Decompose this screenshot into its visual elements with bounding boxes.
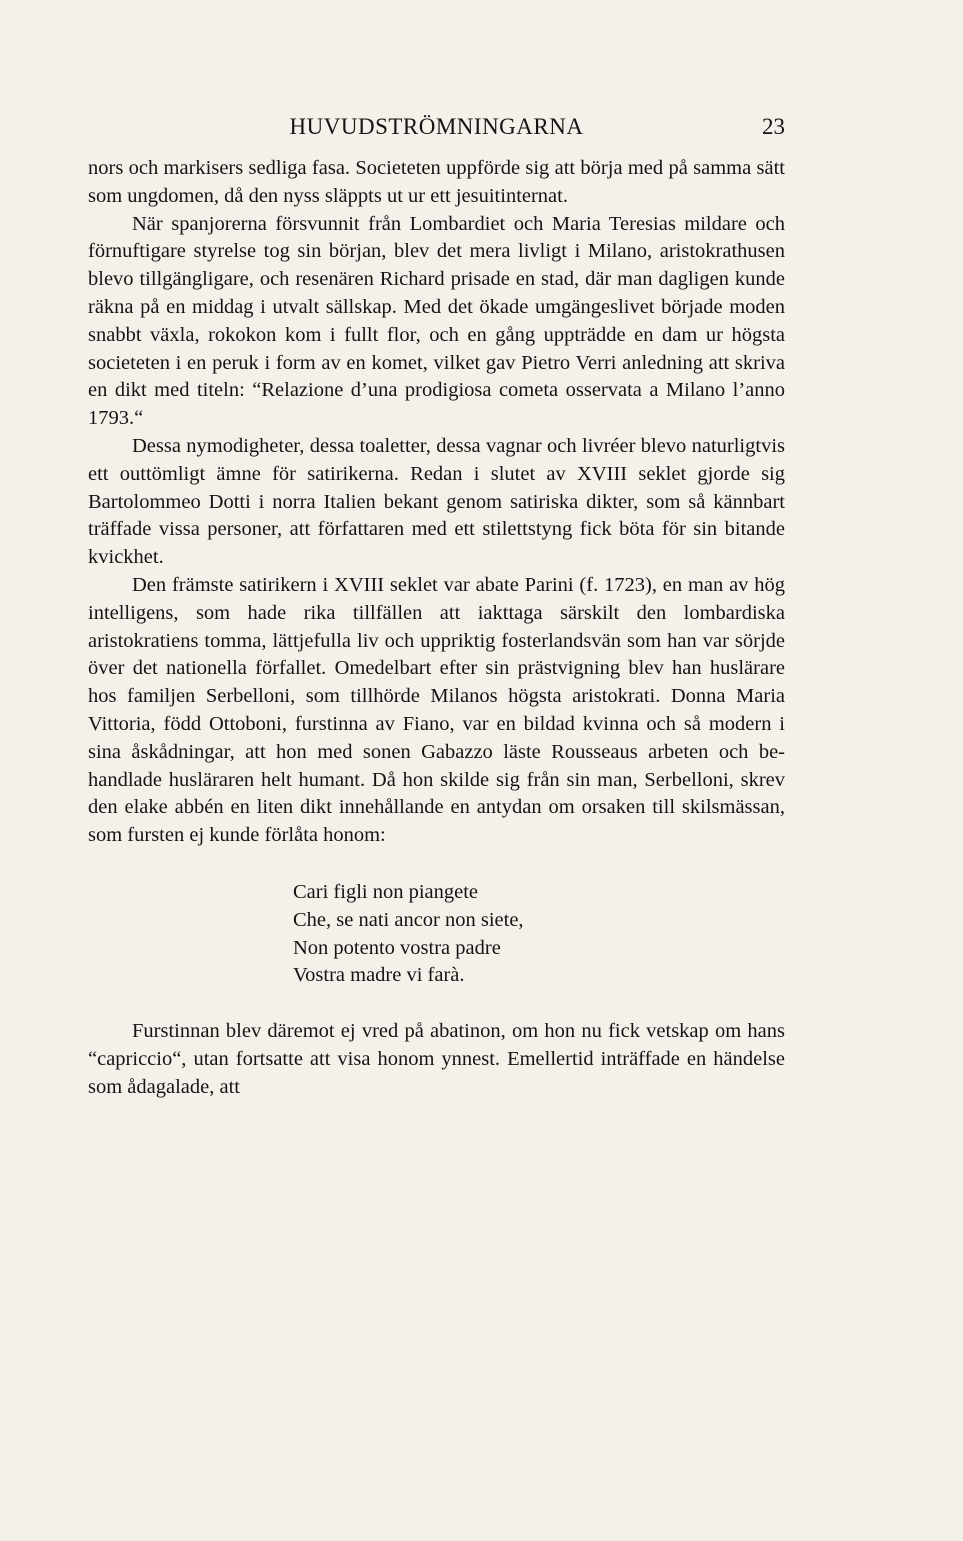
paragraph-4: Den främste satirikern i XVIII seklet var abate Parini (f. 1723), en man av hög intelligens, som hade rika tillfällen att iakttaga särskilt den lombardiska aristokratiens tomma, lättjefulla liv och uppriktig fosterlandsvän som han var sörjde över det nationella förfallet. Omedelbart efter sin prästvigning blev han huslärare hos familjen Serbelloni, som tillhörde Milanos högsta aristokrati. Donna Maria Vittoria, född Ottoboni, furstinna av Fiano, var en bildad kvinna och så modern i sina åskådningar, att hon med sonen Gabazzo läste Rousseaus arbeten och behandlade husläraren helt humant. Då hon skilde sig från sin man, Serbelloni, skrev den elake abbén en liten dikt innehållande en antydan om orsaken till skilsmässan, som fursten ej kunde förlåta honom:: [88, 573, 785, 847]
running-title: HUVUDSTRÖMNINGARNA: [289, 114, 584, 139]
verse-line-2: Che, se nati ancor non siete,: [293, 908, 524, 931]
verse-stanza: [293, 879, 785, 990]
verse-line-1: Cari figli non piangete: [293, 880, 479, 903]
paragraph-2: När spanjorerna försvunnit från Lombardiet och Maria Teresias mildare och förnuftigare styrelse tog sin början, blev det mera livligt i Milano, aristokrathusen blevo tillgängligare, och resenären Richard prisade en stad, där man dagligen kunde räkna på en middag i utvalt sällskap. Med det ökade umgängeslivet började moden snabbt växla, rokokon kom i fullt flor, och en gång uppträdde en dam ur högsta societeten i en peruk i form av en komet, vilket gav Pietro Verri anledning att skriva en dikt med titeln: “Relazione d’una prodigiosa cometa osservata a Milano l’anno 1793.“: [88, 212, 785, 430]
body-text: [88, 155, 785, 1102]
paragraph-3: Dessa nymodigheter, dessa toaletter, dessa vagnar och livréer blevo naturligtvis ett outtömligt ämne för satirikerna. Redan i slutet av XVIII seklet gjorde sig Bartolommeo Dotti i norra Italien bekant genom satiriska dikter, som så kännbart träffade vissa personer, att författaren med ett stilettstyng fick böta för sin bitande kvickhet.: [88, 434, 785, 569]
verse-line-4: Vostra madre vi farà.: [293, 964, 465, 987]
closing-paragraph: Furstinnan blev däremot ej vred på abatinon, om hon nu fick vetskap om hans “capriccio“, utan fortsatte att visa honom ynnest. Emellertid inträffade en händelse som ådagalade, att: [88, 1020, 785, 1098]
page-header: [88, 112, 785, 142]
paragraph-1: nors och markisers sedliga fasa. Societeten uppförde sig att börja med på samma sätt som ungdomen, då den nyss släppts ut ur ett jesuitinternat.: [88, 157, 785, 207]
page-number: 23: [762, 114, 785, 139]
verse-line-3: Non potento vostra padre: [293, 936, 501, 959]
